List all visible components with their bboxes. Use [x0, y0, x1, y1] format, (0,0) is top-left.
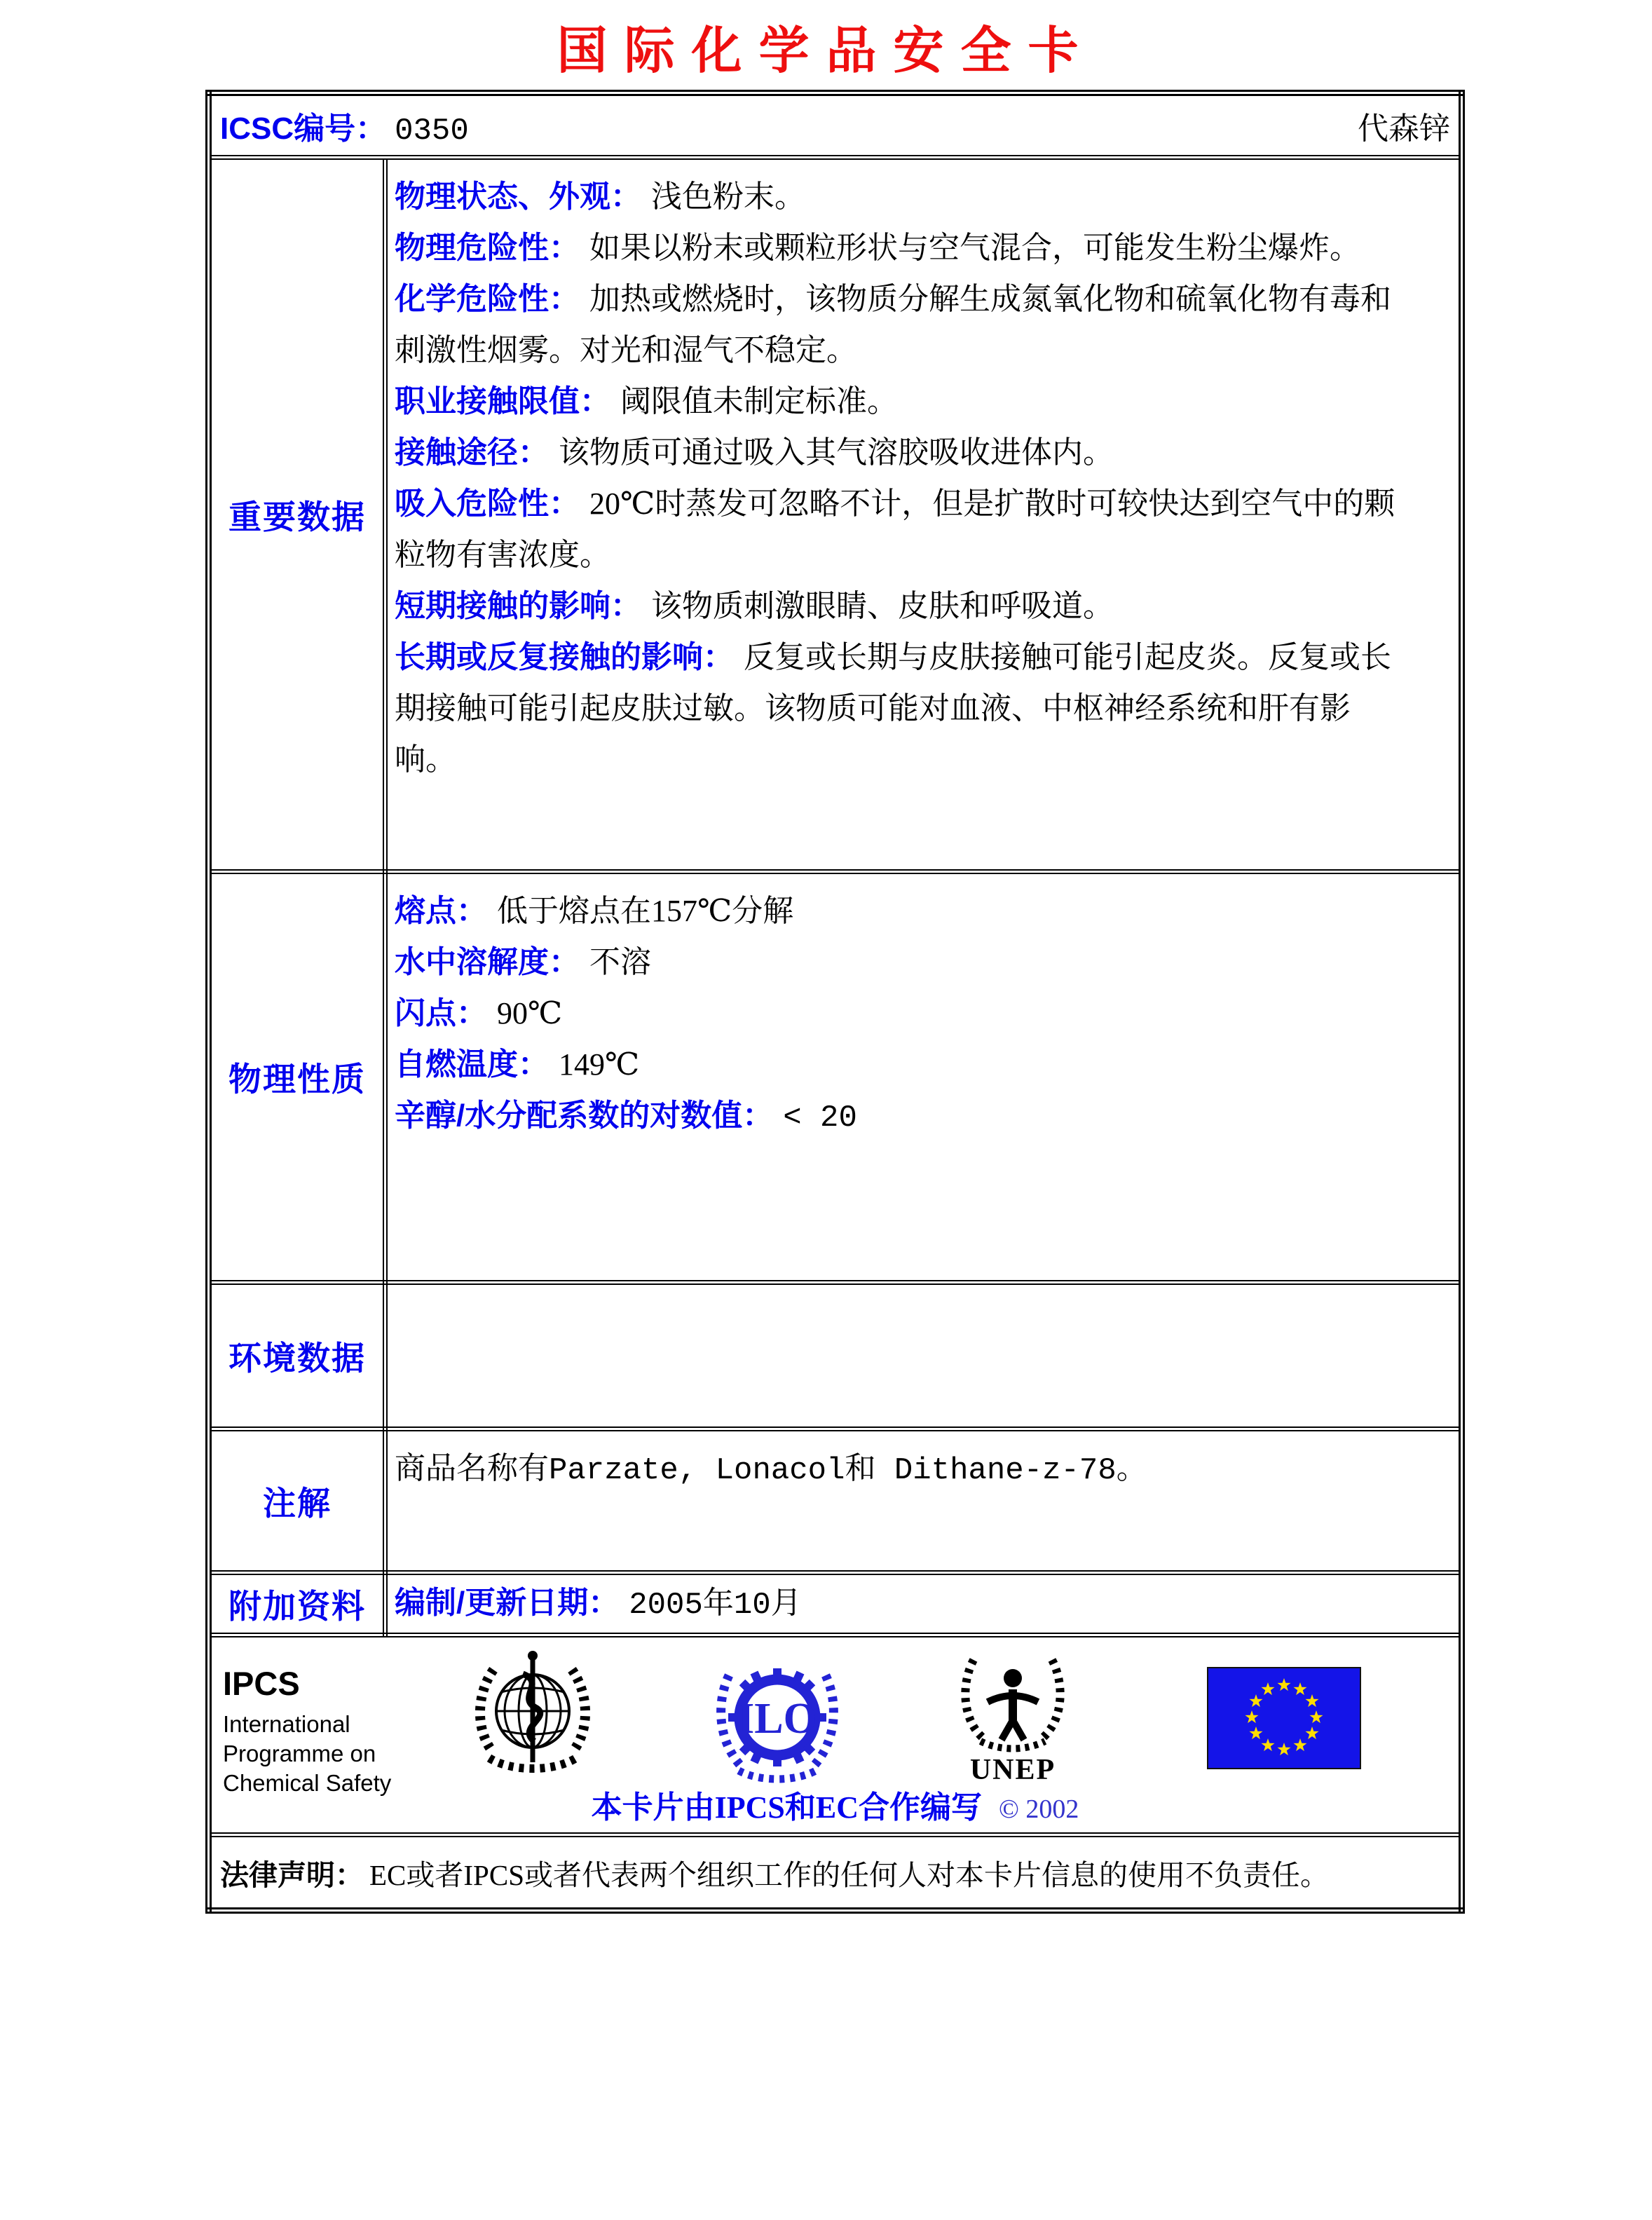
- field-value: 该物质可通过吸入其气溶胶吸收进体内。: [559, 435, 1114, 470]
- field-update-date: [395, 1577, 1409, 1631]
- section-label-notes: 注解: [209, 1429, 385, 1573]
- field-label: 物理危险性：: [395, 231, 580, 265]
- page-title: 国际化学品安全卡: [557, 23, 1095, 79]
- field-physical-state: [395, 171, 1409, 222]
- field-label: 熔点：: [395, 894, 487, 928]
- field-flash-point: [395, 988, 1409, 1039]
- field-label: 职业接触限值：: [395, 384, 610, 418]
- ipcs-line-3: Chemical Safety: [223, 1770, 392, 1796]
- field-value: 该物质刺激眼睛、皮肤和呼吸道。: [651, 589, 1114, 623]
- credit-line: [212, 1782, 1459, 1827]
- field-label: 短期接触的影响：: [395, 589, 641, 623]
- legal-text: EC或者IPCS或者代表两个组织工作的任何人对本卡片信息的使用不负责任。: [369, 1858, 1329, 1891]
- notes-row: [209, 1429, 1462, 1573]
- legal-cell: [209, 1835, 1462, 1911]
- field-value: 阈限值未制定标准。: [620, 384, 898, 418]
- header-bar: [220, 103, 1450, 149]
- icsc-number-group: [220, 103, 469, 149]
- credit-text: 本卡片由IPCS和EC合作编写: [591, 1790, 982, 1825]
- footer-cell: [209, 1635, 1462, 1835]
- field-label: 接触途径：: [395, 435, 549, 470]
- unep-wordmark: UNEP: [969, 1754, 1056, 1786]
- header-row: [209, 93, 1462, 158]
- field-octanol-water-partition: [395, 1090, 1409, 1144]
- field-physical-danger: [395, 222, 1409, 273]
- field-chemical-danger: [395, 273, 1409, 376]
- field-value: 加热或燃烧时，该物质分解生成氮氧化物和硫氧化物有毒和刺激性烟雾。对光和湿气不稳定。: [395, 282, 1391, 367]
- field-value: 2005年10月: [629, 1587, 802, 1623]
- field-value: 90℃: [497, 996, 563, 1030]
- icsc-table: [205, 90, 1465, 1914]
- field-inhalation-risk: [395, 478, 1409, 580]
- field-value: 商品名称有Parzate, Lonacol和 Dithane-z-78。: [395, 1453, 1147, 1488]
- unep-emblem-icon: [957, 1649, 1069, 1754]
- field-melting-point: [395, 885, 1409, 937]
- ipcs-line-2: Programme on: [223, 1741, 376, 1766]
- field-label: 辛醇/水分配系数的对数值：: [395, 1098, 774, 1133]
- ipcs-line-1: International: [223, 1711, 350, 1737]
- field-value: 反复或长期与皮肤接触可能引起皮炎。反复或长期接触可能引起皮肤过敏。该物质可能对血液、中枢神经系统和肝有影响。: [395, 640, 1391, 777]
- field-label: 物理状态、外观：: [395, 179, 641, 214]
- field-water-solubility: [395, 937, 1409, 988]
- additional-info-row: [209, 1573, 1462, 1635]
- icsc-number-label: ICSC编号：: [220, 111, 387, 146]
- legal-label: 法律声明：: [220, 1858, 364, 1891]
- field-value: 浅色粉末。: [651, 179, 805, 214]
- field-label: 闪点：: [395, 996, 487, 1030]
- field-trade-names: [395, 1443, 1409, 1497]
- field-value: 149℃: [559, 1047, 640, 1082]
- field-value: 不溶: [589, 945, 651, 979]
- copyright-text: © 2002: [999, 1795, 1079, 1824]
- important-data-content: [385, 158, 1462, 872]
- notes-content: [385, 1429, 1462, 1573]
- section-label-additional-info: 附加资料: [209, 1573, 385, 1635]
- icsc-number-value: 0350: [395, 113, 469, 149]
- unep-logo: [953, 1649, 1072, 1787]
- header-cell: [209, 93, 1462, 158]
- eu-flag-icon: [1207, 1667, 1361, 1769]
- important-data-row: [209, 158, 1462, 872]
- physical-properties-content: [385, 872, 1462, 1283]
- physical-properties-row: [209, 872, 1462, 1283]
- field-occupational-limit: [395, 376, 1409, 427]
- environmental-data-row: [209, 1283, 1462, 1429]
- field-label: 吸入危险性：: [395, 486, 580, 521]
- field-value: 20℃时蒸发可忽略不计，但是扩散时可较快达到空气中的颗粒物有害浓度。: [395, 486, 1395, 572]
- field-label: 自燃温度：: [395, 1047, 549, 1082]
- legal-row: [209, 1835, 1462, 1911]
- ilo-letters: ILO: [737, 1695, 817, 1743]
- ipcs-block: [223, 1664, 391, 1798]
- field-long-term-effects: [395, 632, 1409, 785]
- chemical-name: 代森锌: [1358, 111, 1450, 146]
- additional-info-content: [385, 1573, 1462, 1635]
- field-short-term-effects: [395, 580, 1409, 632]
- field-exposure-route: [395, 427, 1409, 478]
- field-label: 水中溶解度：: [395, 945, 580, 979]
- field-label: 长期或反复接触的影响：: [395, 640, 734, 674]
- ipcs-title: IPCS: [223, 1665, 300, 1702]
- section-label-important-data: 重要数据: [209, 158, 385, 872]
- field-value: 低于熔点在157℃分解: [497, 894, 794, 928]
- field-label: 化学危险性：: [395, 282, 580, 316]
- section-label-physical-properties: 物理性质: [209, 872, 385, 1283]
- section-label-environmental-data: 环境数据: [209, 1283, 385, 1429]
- field-value: < 20: [783, 1101, 857, 1136]
- field-label: 编制/更新日期：: [395, 1585, 620, 1620]
- footer-row: [209, 1635, 1462, 1835]
- environmental-data-content: [385, 1283, 1462, 1429]
- ilo-emblem-icon: [711, 1656, 844, 1789]
- field-value: 如果以粉末或颗粒形状与空气混合，可能发生粉尘爆炸。: [589, 231, 1360, 265]
- field-autoignition-temperature: [395, 1039, 1409, 1090]
- who-emblem-icon: [470, 1644, 596, 1785]
